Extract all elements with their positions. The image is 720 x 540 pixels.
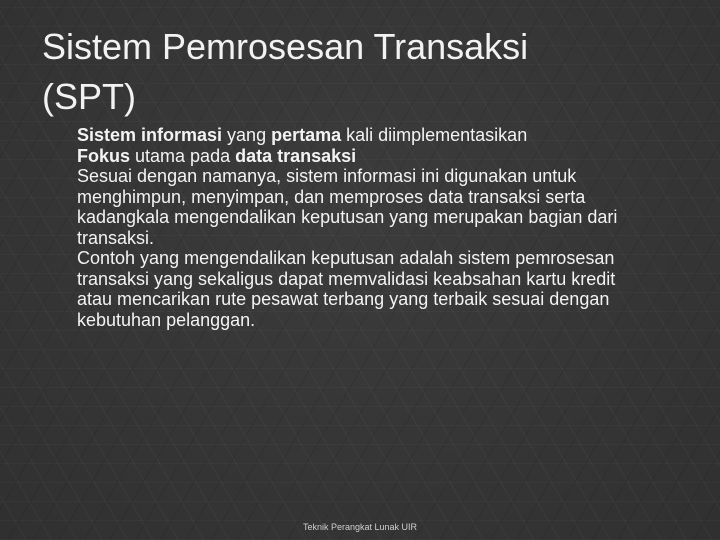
bullet-text: Contoh yang mengendalikan keputusan adalah sistem pemrosesan transaksi yang sekaligus dapat memvalidasi keabsahan kartu kredit atau mencarikan rute pesawat terbang yang terbaik sesuai dengan kebutuhan pelanggan. [77, 248, 616, 330]
slide-footer: Teknik Perangkat Lunak UIR [302, 522, 418, 532]
bullet-text: utama pada [130, 145, 236, 166]
slide-title-line-2: (SPT) [42, 76, 136, 117]
bullet-item [52, 248, 642, 330]
bullet-text-bold: data transaksi [235, 145, 357, 166]
slide-title [42, 22, 682, 122]
bullet-text-bold: Fokus [77, 145, 131, 166]
bullet-text: yang [222, 125, 272, 145]
bullet-item [52, 146, 642, 167]
bullet-text-bold: Sistem informasi [77, 125, 223, 145]
bullet-text: kali diimplementasikan [341, 125, 528, 145]
bullet-text-bold: pertama [271, 125, 342, 145]
bullet-text: Sesuai dengan namanya, sistem informasi ini digunakan untuk menghimpun, menyimpan, dan memproses data transaksi serta kadangkala mengendalikan keputusan yang merupakan bagian dari transaksi. [77, 166, 618, 248]
slide-title-line-1: Sistem Pemrosesan Transaksi [42, 26, 529, 67]
bullet-item [52, 166, 642, 248]
bullet-list [52, 125, 642, 330]
bullet-item [52, 125, 642, 146]
